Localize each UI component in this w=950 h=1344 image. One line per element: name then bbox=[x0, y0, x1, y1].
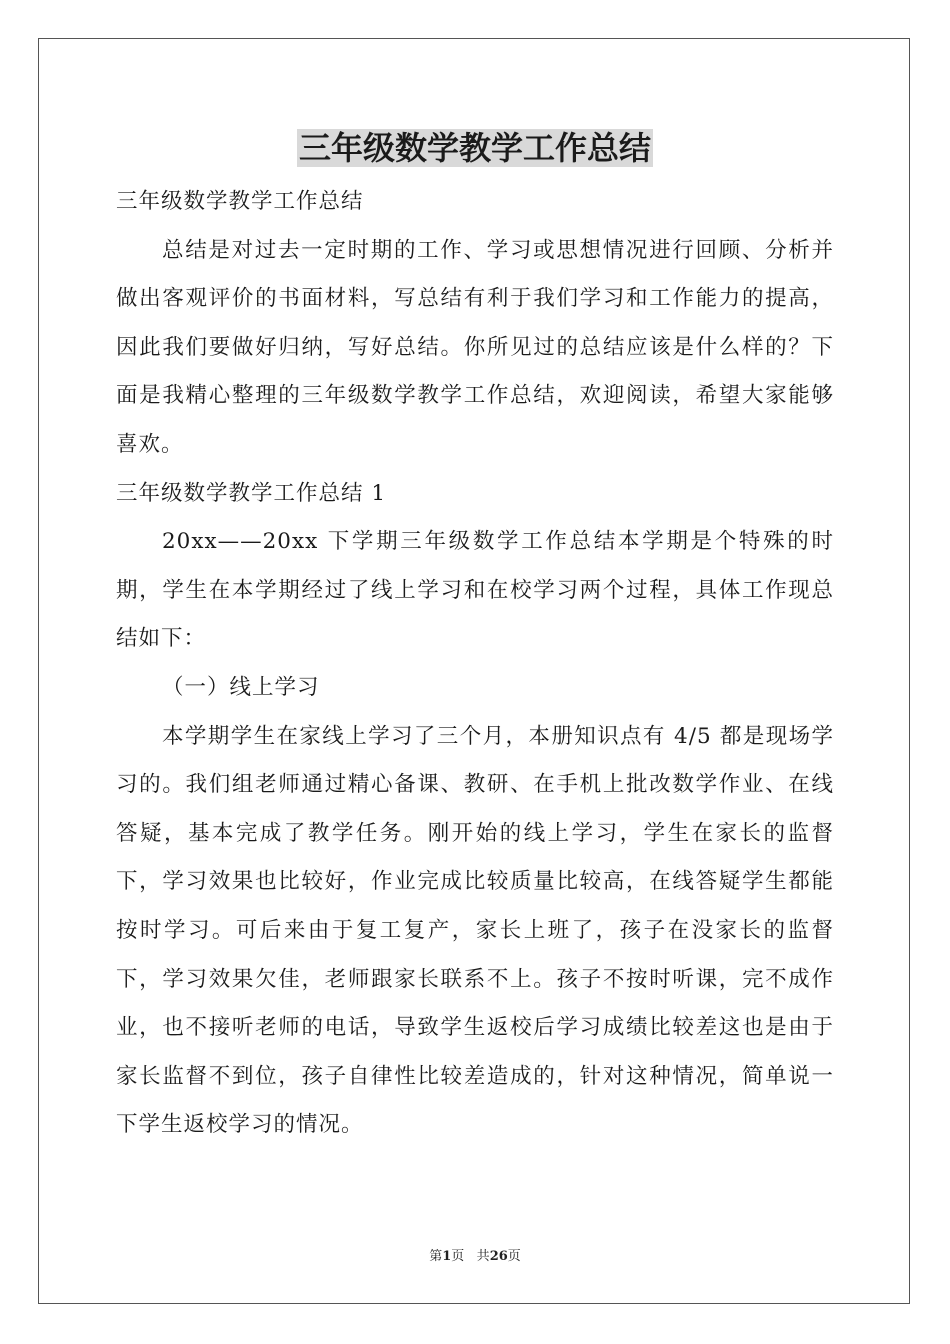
page-number: 1 bbox=[442, 1249, 452, 1264]
page-footer bbox=[0, 1248, 950, 1266]
document-body bbox=[116, 178, 834, 1150]
document-title bbox=[0, 128, 950, 168]
document-heading: 三年级数学教学工作总结 bbox=[116, 189, 364, 214]
subheading-online-learning: （一）线上学习 bbox=[162, 674, 320, 700]
section-intro-paragraph: 20xx——20xx 下学期三年级数学工作总结本学期是个特殊的时期，学生在本学期经过了线上学习和在校学习两个过程，具体工作现总结如下： bbox=[116, 529, 834, 652]
intro-paragraph: 总结是对过去一定时期的工作、学习或思想情况进行回顾、分析并做出客观评价的书面材料，写总结有利于我们学习和工作能力的提高，因此我们要做好归纳，写好总结。你所见过的总结应该是什么样的？下面是我精心整理的三年级数学教学工作总结，欢迎阅读，希望大家能够喜欢。 bbox=[116, 237, 834, 457]
total-suffix: 页 bbox=[507, 1249, 521, 1264]
page-prefix: 第 bbox=[429, 1249, 443, 1264]
total-prefix: 共 bbox=[476, 1249, 490, 1264]
online-learning-paragraph: 本学期学生在家线上学习了三个月，本册知识点有 4/5 都是现场学习的。我们组老师通过精心备课、教研、在手机上批改数学作业、在线答疑，基本完成了教学任务。刚开始的线上学习，学生在家长的监督下，学习效果也比较好，作业完成比较质量比较高，在线答疑学生都能按时学习。可后来由于复工复产，家长上班了，孩子在没家长的监督下，学习效果欠佳，老师跟家长联系不上。孩子不按时听课，完不成作业，也不接听老师的电话，导致学生返校后学习成绩比较差这也是由于家长监督不到位，孩子自律性比较差造成的，针对这种情况，简单说一下学生返校学习的情况。 bbox=[116, 723, 834, 1138]
section-heading: 三年级数学教学工作总结 1 bbox=[116, 480, 387, 506]
page-suffix: 页 bbox=[451, 1249, 465, 1264]
total-pages: 26 bbox=[489, 1249, 508, 1264]
document-title-text: 三年级数学教学工作总结 bbox=[298, 129, 651, 167]
